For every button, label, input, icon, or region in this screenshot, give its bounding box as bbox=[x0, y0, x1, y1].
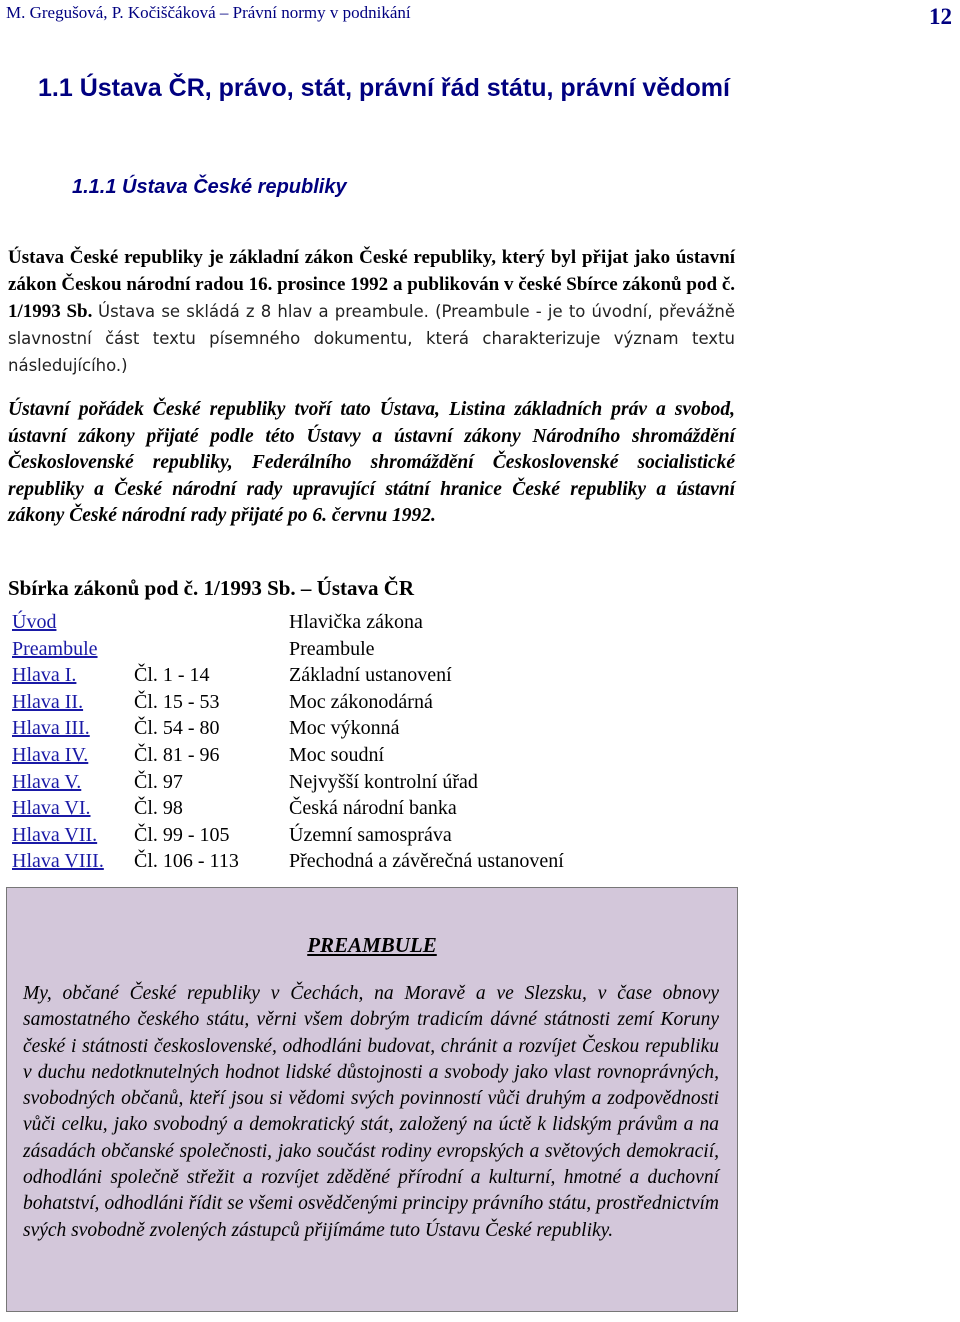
toc-articles: Čl. 15 - 53 bbox=[134, 690, 220, 713]
toc-articles: Čl. 106 - 113 bbox=[134, 850, 239, 873]
toc-articles: Čl. 54 - 80 bbox=[134, 717, 220, 740]
toc-description: Základní ustanovení bbox=[289, 664, 452, 687]
toc-row bbox=[12, 771, 712, 798]
toc-row bbox=[12, 824, 712, 851]
intro-part-4: (Preambule - je to úvodní, převážně slavnostní část textu písemného dokumentu, která charakterizuje význam textu následujícího.) bbox=[8, 302, 736, 375]
intro-part-3: Ústava se skládá z 8 hlav a preambule. bbox=[98, 302, 429, 321]
toc-description: Moc soudní bbox=[289, 743, 384, 766]
preamble-title: PREAMBULE bbox=[307, 933, 437, 957]
toc-description: Moc zákonodárná bbox=[289, 690, 433, 713]
toc-row bbox=[12, 611, 712, 638]
toc-link-hlava-8[interactable]: Hlava VIII. bbox=[12, 850, 104, 873]
toc-row bbox=[12, 664, 712, 691]
toc-description: Nejvyšší kontrolní úřad bbox=[289, 770, 478, 793]
intro-part-2: 16. prosince 1992 a publikován v české Sbírce zákonů pod č. 1/1993 Sb. bbox=[8, 274, 736, 322]
toc-row bbox=[12, 797, 712, 824]
preamble-box bbox=[6, 887, 738, 1312]
toc-row bbox=[12, 717, 712, 744]
toc-description: Územní samospráva bbox=[289, 823, 452, 846]
toc-link-hlava-1[interactable]: Hlava I. bbox=[12, 664, 77, 687]
toc-description: Hlavička zákona bbox=[289, 611, 423, 633]
toc-row bbox=[12, 638, 712, 665]
toc-link-hlava-2[interactable]: Hlava II. bbox=[12, 690, 84, 713]
toc-row bbox=[12, 691, 712, 718]
toc-link-hlava-4[interactable]: Hlava IV. bbox=[12, 743, 89, 766]
toc-link-uvod[interactable]: Úvod bbox=[12, 611, 57, 633]
toc-articles: Čl. 98 bbox=[134, 797, 183, 820]
preamble-text: My, občané České republiky v Čechách, na Moravě a ve Slezsku, v čase obnovy samostatného českého státu, věrni všem dobrým tradicím dávné státnosti zemí Koruny české i státnosti československé, odhodláni budovat, chránit a rozvíjet Českou republiku v duchu nedotknutelných hodnot lidské důstojnosti a svobody jako vlast rovnoprávných, svobodných občanů, kteří jsou si vědomi svých povinností vůči druhým a zodpovědnosti vůči celku, jako svobodný a demokratický stát, založený na úctě k lidským právům a na zásadách občanské společnosti, jako součást rodiny evropských a světových demokracií, odhodláni společně střežit a rozvíjet zděděné přírodní a kulturní, hmotné a duchovní bohatství, odhodláni řídit se všemi osvědčenými principy právního státu, prostřednictvím svých svobodně zvolených zástupců přijímáme tuto Ústavu České republiky. bbox=[23, 983, 719, 1241]
table-of-contents bbox=[12, 611, 712, 877]
toc-articles: Čl. 81 - 96 bbox=[134, 743, 220, 766]
toc-description: Preambule bbox=[289, 637, 375, 660]
constitutional-order-paragraph: Ústavní pořádek České republiky tvoří tato Ústava, Listina základních práv a svobod, ústavní zákony přijaté podle této Ústavy a ústavní zákony Národního shromáždění Československé republiky, Federálního shromáždění Československé socialistické republiky a České národní rady upravující státní hranice České republiky a ústavní zákony České národní rady přijaté po 6. červnu 1992. bbox=[8, 399, 735, 526]
toc-row bbox=[12, 850, 712, 877]
intro-part-1: Ústava České republiky je základní zákon České republiky, který byl přijat jako ústavní zákon Českou národní radou bbox=[8, 247, 735, 295]
sbirka-heading: Sbírka zákonů pod č. 1/1993 Sb. – Ústava ČR bbox=[8, 576, 415, 600]
page-number: 12 bbox=[929, 4, 952, 29]
toc-link-hlava-7[interactable]: Hlava VII. bbox=[12, 823, 98, 846]
section-heading: 1.1 Ústava ČR, právo, stát, právní řád státu, právní vědomí bbox=[38, 74, 730, 102]
intro-paragraph bbox=[8, 244, 735, 379]
toc-articles: Čl. 99 - 105 bbox=[134, 823, 230, 846]
toc-articles: Čl. 97 bbox=[134, 770, 183, 793]
toc-link-hlava-3[interactable]: Hlava III. bbox=[12, 717, 90, 740]
toc-link-hlava-5[interactable]: Hlava V. bbox=[12, 770, 82, 793]
subsection-heading: 1.1.1 Ústava České republiky bbox=[72, 176, 347, 198]
toc-description: Česká národní banka bbox=[289, 797, 457, 820]
toc-link-hlava-6[interactable]: Hlava VI. bbox=[12, 797, 91, 820]
toc-description: Přechodná a závěrečná ustanovení bbox=[289, 850, 564, 873]
running-header: M. Gregušová, P. Kočiščáková – Právní normy v podnikání bbox=[6, 3, 411, 22]
toc-articles: Čl. 1 - 14 bbox=[134, 664, 210, 687]
toc-link-preambule[interactable]: Preambule bbox=[12, 637, 98, 660]
toc-description: Moc výkonná bbox=[289, 717, 400, 740]
toc-row bbox=[12, 744, 712, 771]
